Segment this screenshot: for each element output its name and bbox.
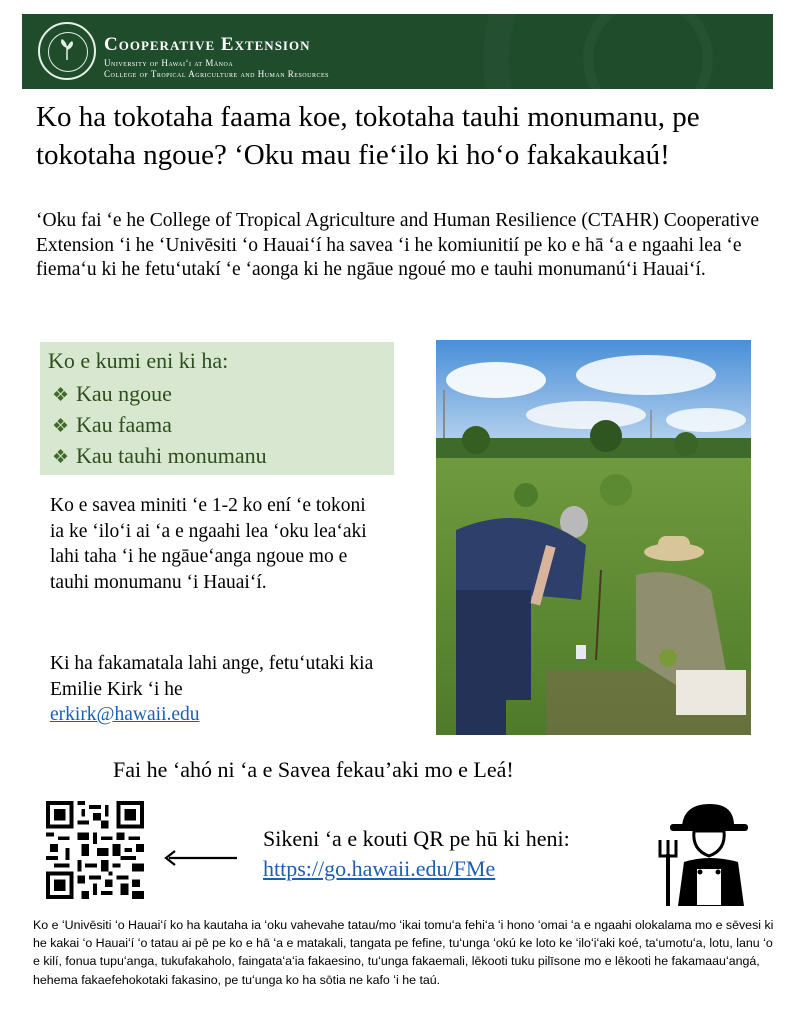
diamond-bullet-icon: ❖ — [52, 385, 70, 406]
audience-item-label: Kau ngoue — [76, 381, 172, 406]
audience-title: Ko e kumi eni ki ha: — [48, 348, 229, 373]
banner-seal-watermark-inner — [583, 14, 713, 89]
college-name: College of Tropical Agriculture and Human Resources — [104, 69, 329, 79]
farmers-photo — [436, 340, 751, 735]
audience-item-label: Kau tauhi monumanu — [76, 443, 267, 468]
diamond-bullet-icon: ❖ — [52, 416, 70, 437]
farmer-icon — [654, 798, 758, 906]
page-title: Ko ha tokotaha faama koe, tokotaha tauhi monumanu, pe tokotaha ngoue? ʻOku mau fieʻilo ki hoʻo fakakaukaú! — [36, 101, 700, 171]
scan-instructions — [263, 824, 570, 884]
contact-text: Ki ha fakamatala lahi ange, fetuʻutaki kia Emilie Kirk ʻi he — [50, 653, 374, 700]
header-banner — [22, 14, 773, 89]
qr-code[interactable] — [46, 801, 144, 899]
org-name: Cooperative Extension — [104, 34, 311, 55]
university-name: University of Hawaiʻi at Mānoa — [104, 58, 234, 68]
seal-plant-icon — [58, 38, 76, 60]
survey-description: Ko e savea miniti ʻe 1-2 ko ení ʻe tokoni ia ke ʻiloʻi ai ʻa e ngaahi lea ʻoku leaʻaki lahi taha ʻi he ngāueʻanga ngoue mo e tauhi monumanu ʻi Hauaiʻí. — [50, 495, 367, 593]
audience-item-label: Kau faama — [76, 412, 172, 437]
nondiscrimination-statement: Ko e ʻUnivēsiti ʻo Hauaiʻí ko ha kautaha ia ʻoku vahevahe tatau/mo ʻikai tomuʻa fehiʻa ʻi hono ʻomai ʻa e ngaahi olokalama mo e sēvesi ki he kakai ʻo Hauaiʻí ʻo tatau ai pē pe ko e hā ʻa e matakali, tangata pe fefine, tuʻunga ʻokú ke loto ke ʻiloʻiʻaki koé, taʻumotuʻa, lotu, lanu ʻo e kilí, fonua tupuʻanga, tukufakaholo, faingataʻaʻia fakaesino, tuʻunga fakaemali, lēkooti tuku pilīsone mo e lēkooti he fakamaauʻangá, hehema fakaefehokotaki fakasino, pe tuʻunga ko ha sōtia ne kafo ʻi he taú. — [33, 918, 774, 987]
contact-email-link[interactable]: erkirk@hawaii.edu — [50, 704, 200, 725]
scan-instruction-text: Sikeni ʻa e kouti QR pe hū ki heni: — [263, 826, 570, 851]
intro-paragraph: ʻOku fai ʻe he College of Tropical Agriculture and Human Resilience (CTAHR) Cooperative Extension ʻi he ʻUnivēsiti ʻo Hauaiʻí ha savea ʻi he komiunitií pe ko e hā ʻa e ngaahi lea ʻe fiemaʻu ki he fetuʻutakí ʻe ʻaonga ki he ngāue ngoué mo e tauhi monumanúʻi Hauaiʻí. — [36, 210, 760, 280]
audience-item — [52, 440, 267, 471]
left-arrow-icon — [163, 848, 239, 868]
university-seal-logo — [38, 22, 96, 80]
audience-box — [40, 342, 394, 475]
survey-url-link[interactable]: https://go.hawaii.edu/FMe — [263, 856, 496, 881]
call-to-action: Fai he ʻahó ni ʻa e Savea fekau’aki mo e Leá! — [113, 757, 514, 782]
contact-info — [50, 651, 400, 728]
diamond-bullet-icon: ❖ — [52, 447, 70, 468]
audience-item — [52, 378, 267, 409]
audience-list — [52, 378, 267, 471]
audience-item — [52, 409, 267, 440]
